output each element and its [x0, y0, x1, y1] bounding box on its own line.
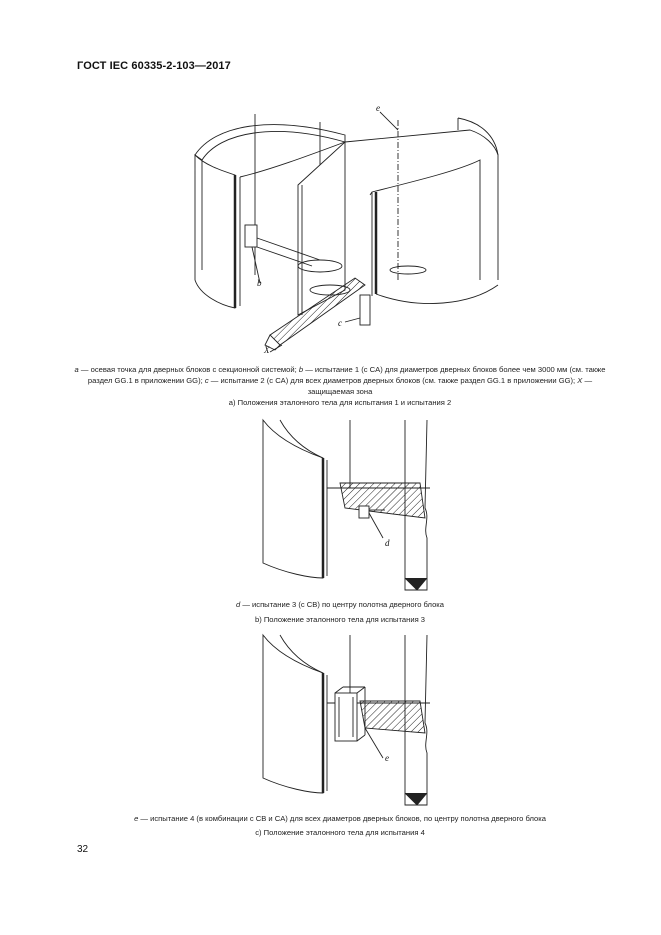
label-c: c — [338, 318, 342, 328]
figure-b-caption: d — испытание 3 (с CB) по центру полотна дверного блока — [235, 600, 445, 609]
figure-a-caption: a — осевая точка для дверных блоков с секционной системой; b — испытание 1 (с CA) для диаметров дверных блоков более чем 3000 мм (см. также раздел GG.1 в приложении GG); c — испытание 2 (с CA) для всех диаметров дверных блоков (см. также раздел GG.1 в приложении GG); X — защищаемая зона — [74, 365, 606, 396]
figure-c-drawing — [255, 633, 435, 808]
label-e: e — [376, 103, 380, 113]
label-x: X — [264, 345, 270, 355]
page-number: 32 — [77, 844, 89, 855]
figure-b-subtitle: b) Положение эталонного тела для испытания 3 — [254, 615, 426, 624]
figure-b-drawing — [255, 418, 435, 593]
label-b: b — [257, 278, 262, 288]
document-header: ГОСТ IEC 60335-2-103—2017 — [77, 60, 231, 72]
figure-c-subtitle: с) Положение эталонного тела для испытания 4 — [255, 828, 425, 837]
figure-a-drawing — [180, 100, 510, 360]
label-e-fig-c: e — [385, 753, 389, 763]
figure-a-subtitle: а) Положения эталонного тела для испытания 1 и испытания 2 — [228, 398, 452, 407]
label-d: d — [385, 538, 390, 548]
figure-c-caption: e — испытание 4 (в комбинации с CB и CA) для всех диаметров дверных блоков, по центру полотна дверного блока — [134, 814, 546, 823]
